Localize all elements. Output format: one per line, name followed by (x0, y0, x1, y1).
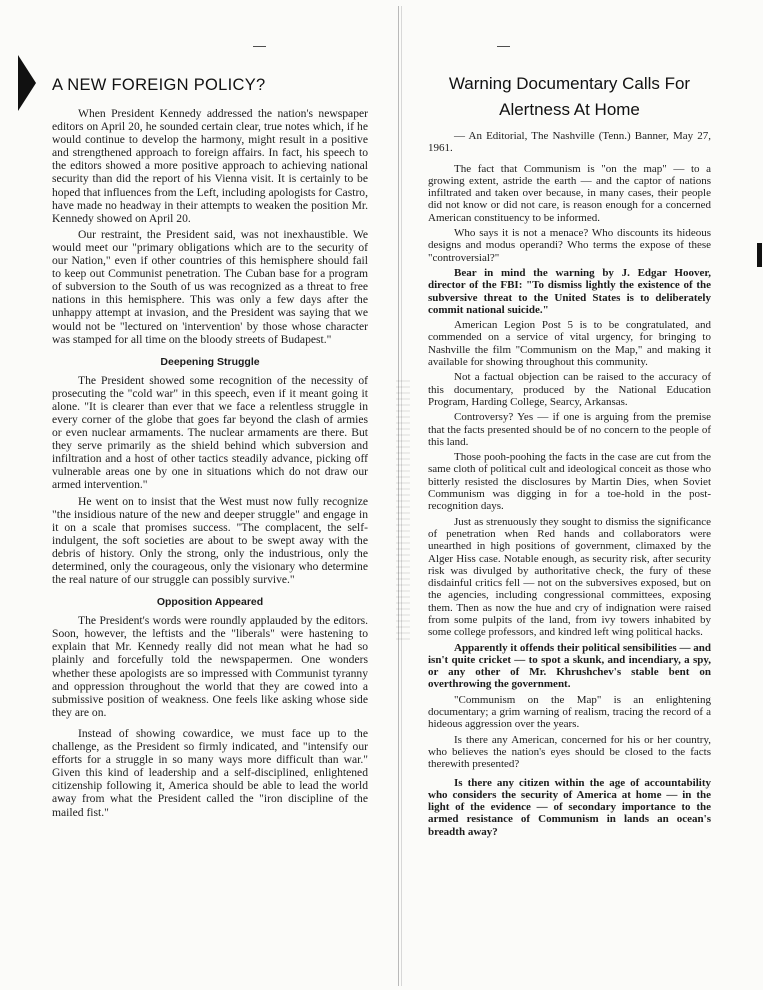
left-paragraph: Our restraint, the President said, was not inexhaustible. We would meet our "primary obligations which are to the security of our Nation," even if other countries of this hemisphere should fail to keep out Communist penetration. The Cuban base for a program of subversion to the South of us was recognized as a threat to free nations in this hemisphere. This was only a few days after the unhappy attempt at invasion, and the President was saying that we would not be "lectured on 'intervention' by those whose character was stamped for all time on the bloody streets of Budapest." (52, 227, 368, 346)
fold-stain (396, 380, 410, 640)
right-paragraph: "Communism on the Map" is an enlightening documentary; a grim warning of realism, tracing the record of a hideous aggression over the years. (428, 693, 711, 731)
left-column (52, 76, 368, 819)
right-paragraph-bold: Bear in mind the warning by J. Edgar Hoover, director of the FBI: "To dismiss lightly the existence of the subversive threat to the United States is to deliberately commit national suicide." (428, 266, 711, 316)
subheading-opposition-appeared: Opposition Appeared (156, 596, 264, 609)
right-paragraph-bold: Apparently it offends their political sensibilities — and isn't quite cricket — to spot a skunk, and incendiary, a spy, or any other of Mr. Khrushchev's stable bent on overthrowing the government. (428, 641, 711, 691)
byline: — An Editorial, The Nashville (Tenn.) Banner, May 27, 1961. (428, 130, 711, 155)
page-mark-right: — (497, 38, 510, 53)
right-paragraph: Just as strenuously they sought to dismiss the significance of penetration when Red hands and collaborators were unearthed in high positions of government, climaxed by the Alger Hiss case. Notable enough, as security risk, after security risk was divulged by authoritative check, the fury of these disdainful critics fell — not on the subversives exposed, but on the agencies, including congressional committees, exposing them. Then as now the hue and cry of indignation were raised from some pulpits of the land, from ivy towers inhabited by some college professors, and kindred left wing political hacks. (428, 515, 711, 639)
left-headline: A NEW FOREIGN POLICY? (52, 76, 266, 94)
right-paragraph: American Legion Post 5 is to be congratulated, and commended on a service of vital urgency, for bringing to Nashville the film "Communism on the Map," and making it available for showing throughout this community. (428, 319, 711, 369)
margin-bar-icon (757, 243, 762, 267)
left-paragraph: The President showed some recognition of the necessity of prosecuting the "cold war" in this speech, even if it meant going it alone. "It is clearer than ever that we face a relentless struggle in every corner of the globe that goes far beyond the clash of armies or even nuclear armaments. The nuclear armaments are there. But they serve primarily as the shield behind which subversion and infiltration and a host of other tactics steadily advance, picking off vulnerable areas one by one in situations which do not draw our armed intervention." (52, 373, 368, 492)
right-paragraph: Controversy? Yes — if one is arguing from the premise that the facts presented should be of no concern to the people of this land. (428, 411, 711, 448)
left-paragraph: When President Kennedy addressed the nation's newspaper editors on April 20, he sounded certain clear, true notes which, if he would continue to develop the harmony, might result in a positive and strengthened approach to foreign affairs. In fact, his speech to the editors showed a more positive approach to achieving national security than did the report of his Vienna visit. It is certainly to be hoped that influences from the Left, including apologists for Castro, have made no headway in their attempts to weaken the position Mr. Kennedy showed on April 20. (52, 107, 368, 225)
right-column (428, 74, 711, 838)
subheading-deepening-struggle: Deepening Struggle (160, 355, 260, 368)
arrow-marker-icon (18, 55, 36, 111)
right-paragraph: Is there any American, concerned for his or her country, who believes the nation's eyes should be closed to the facts therewith presented? (428, 733, 711, 771)
page-mark-left: — (253, 38, 266, 53)
right-paragraph: The fact that Communism is "on the map" — to a growing extent, astride the earth — and the captor of nations infiltrated and taken over because, in many cases, their people did not know or did not care, is reason enough for a concerned American constituency to be informed. (428, 162, 711, 224)
right-headline-line2: Alertness At Home (499, 100, 640, 119)
right-headline-line1: Warning Documentary Calls For (448, 74, 691, 93)
right-paragraph: Those pooh-poohing the facts in the case are cut from the same cloth of political cult and ideological conceit as those who bitterly resisted the disclosures by Martin Dies, when Soviet Communism was digging in for a toe-hold in the post-recognition days. (428, 451, 711, 513)
left-paragraph: The President's words were roundly applauded by the editors. Soon, however, the leftists and the "liberals" were hastening to explain that Mr. Kennedy really did not mean what he had so plainly and forcefully told the newspapermen. One wonders whether these apologists are so impressed with Communist tyranny and oppression throughout the world that they are cowed into a submissive position of weakness. One feels like asking whose side they are on. (52, 614, 368, 719)
right-paragraph-bold: Is there any citizen within the age of accountability who considers the security of America at home — in the light of the evidence — of secondary importance to the armed resistance of Communism in lands an ocean's breadth away? (428, 776, 711, 838)
left-paragraph: Instead of showing cowardice, we must face up to the challenge, as the President so firmly indicated, and "intensify our efforts for a struggle in so many ways more difficult than war." Given this kind of leadership and a self-disciplined, enlightened citizenship following it, America should be able to lead the world away from what the President called the "iron discipline of the mailed fist." (52, 726, 368, 819)
right-paragraph: Who says it is not a menace? Who discounts its hideous designs and modus operandi? Who terms the expose of these "controversial?" (428, 227, 711, 264)
left-paragraph: He went on to insist that the West must now fully recognize "the insidious nature of the new and deeper struggle" and engage in it on a scale that promises success. "The complacent, the self-indulgent, the soft societies are about to be swept away with the debris of history. Only the strong, only the industrious, only the determined, only the courageous, only the visionary who determine the real nature of our struggle can possibly survive." (52, 494, 368, 587)
right-paragraph: Not a factual objection can be raised to the accuracy of this documentary, produced by the National Education Program, Harding College, Searcy, Arkansas. (428, 371, 711, 408)
